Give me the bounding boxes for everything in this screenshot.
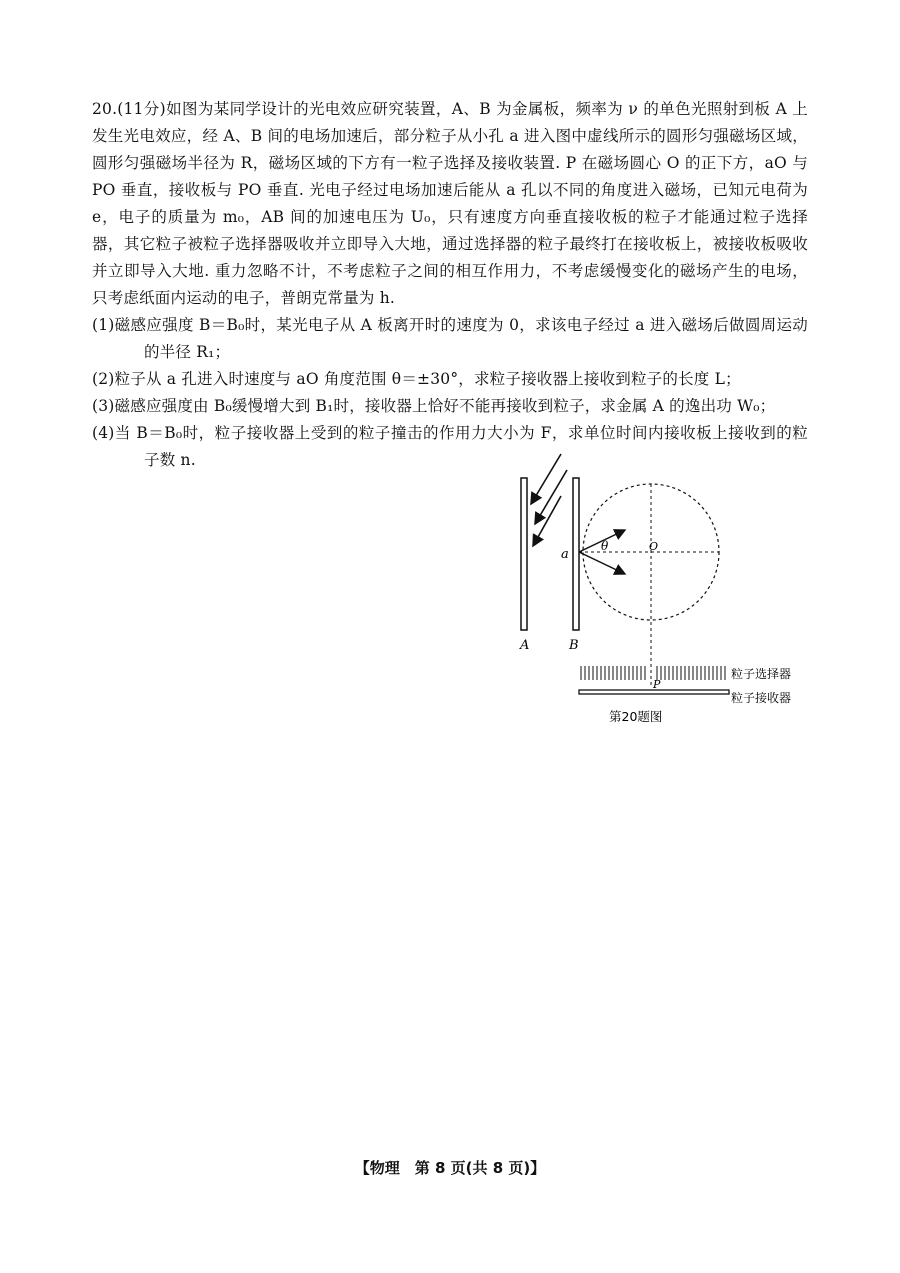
- receiver-label: 粒子接收器: [731, 691, 792, 705]
- label-plate-a: A: [520, 638, 530, 653]
- figure-caption: 第20题图: [609, 709, 663, 724]
- label-theta: θ: [601, 539, 609, 553]
- question-2: (2)粒子从 a 孔进入时速度与 aO 角度范围 θ＝±30°，求粒子接收器上接收到粒子的长度 L；: [92, 370, 741, 388]
- plate-a: [521, 478, 527, 630]
- problem-intro: 20.(11分)如图为某同学设计的光电效应研究装置，A、B 为金属板，频率为 ν 的单色光照射到板 A 上发生光电效应，经 A、B 间的电场加速后，部分粒子从小孔 a 进入图中虚线所示的圆形匀强磁场区域，圆形匀强磁场半径为 R，磁场区域的下方有一粒子选择及接收装置. P 在磁场圆心 O 的正下方，aO 与 PO 垂直，接收板与 PO 垂直. 光电子经过电场加速后能从 a 孔以不同的角度进入磁场，已知元电荷为 e，电子的质量为 m₀，AB 间的加速电压为 U₀，只有速度方向垂直接收板的粒子才能通过粒子选择器，其它粒子被粒子选择器吸收并立即导入大地，通过选择器的粒子最终打在接收板上，被接收板吸收并立即导入大地. 重力忽略不计，不考虑粒子之间的相互作用力，不考虑缓慢变化的磁场产生的电场，只考虑纸面内运动的电子，普朗克常量为 h.: [92, 100, 808, 307]
- problem-figure: [515, 448, 815, 730]
- question-3: (3)磁感应强度由 B₀缓慢增大到 B₁时，接收器上恰好不能再接收到粒子，求金属 A 的逸出功 W₀；: [92, 397, 776, 415]
- question-1: (1)磁感应强度 B＝B₀时，某光电子从 A 板离开时的速度为 0，求该电子经过 a 进入磁场后做圆周运动的半径 R₁；: [92, 316, 808, 361]
- question-4: (4)当 B＝B₀时，粒子接收器上受到的粒子撞击的作用力大小为 F，求单位时间内接收板上接收到的粒子数 n.: [92, 424, 808, 469]
- apparatus-diagram: [515, 448, 815, 730]
- selector-label: 粒子选择器: [731, 667, 792, 681]
- label-p: P: [653, 678, 661, 691]
- plate-b: [573, 478, 579, 630]
- incident-light-arrows: [531, 454, 567, 546]
- label-a: a: [561, 547, 569, 562]
- label-plate-b: B: [569, 638, 579, 653]
- problem-20: [92, 96, 808, 474]
- label-o: O: [649, 540, 659, 553]
- page-footer: 【物理 第 8 页(共 8 页)】: [354, 1159, 546, 1177]
